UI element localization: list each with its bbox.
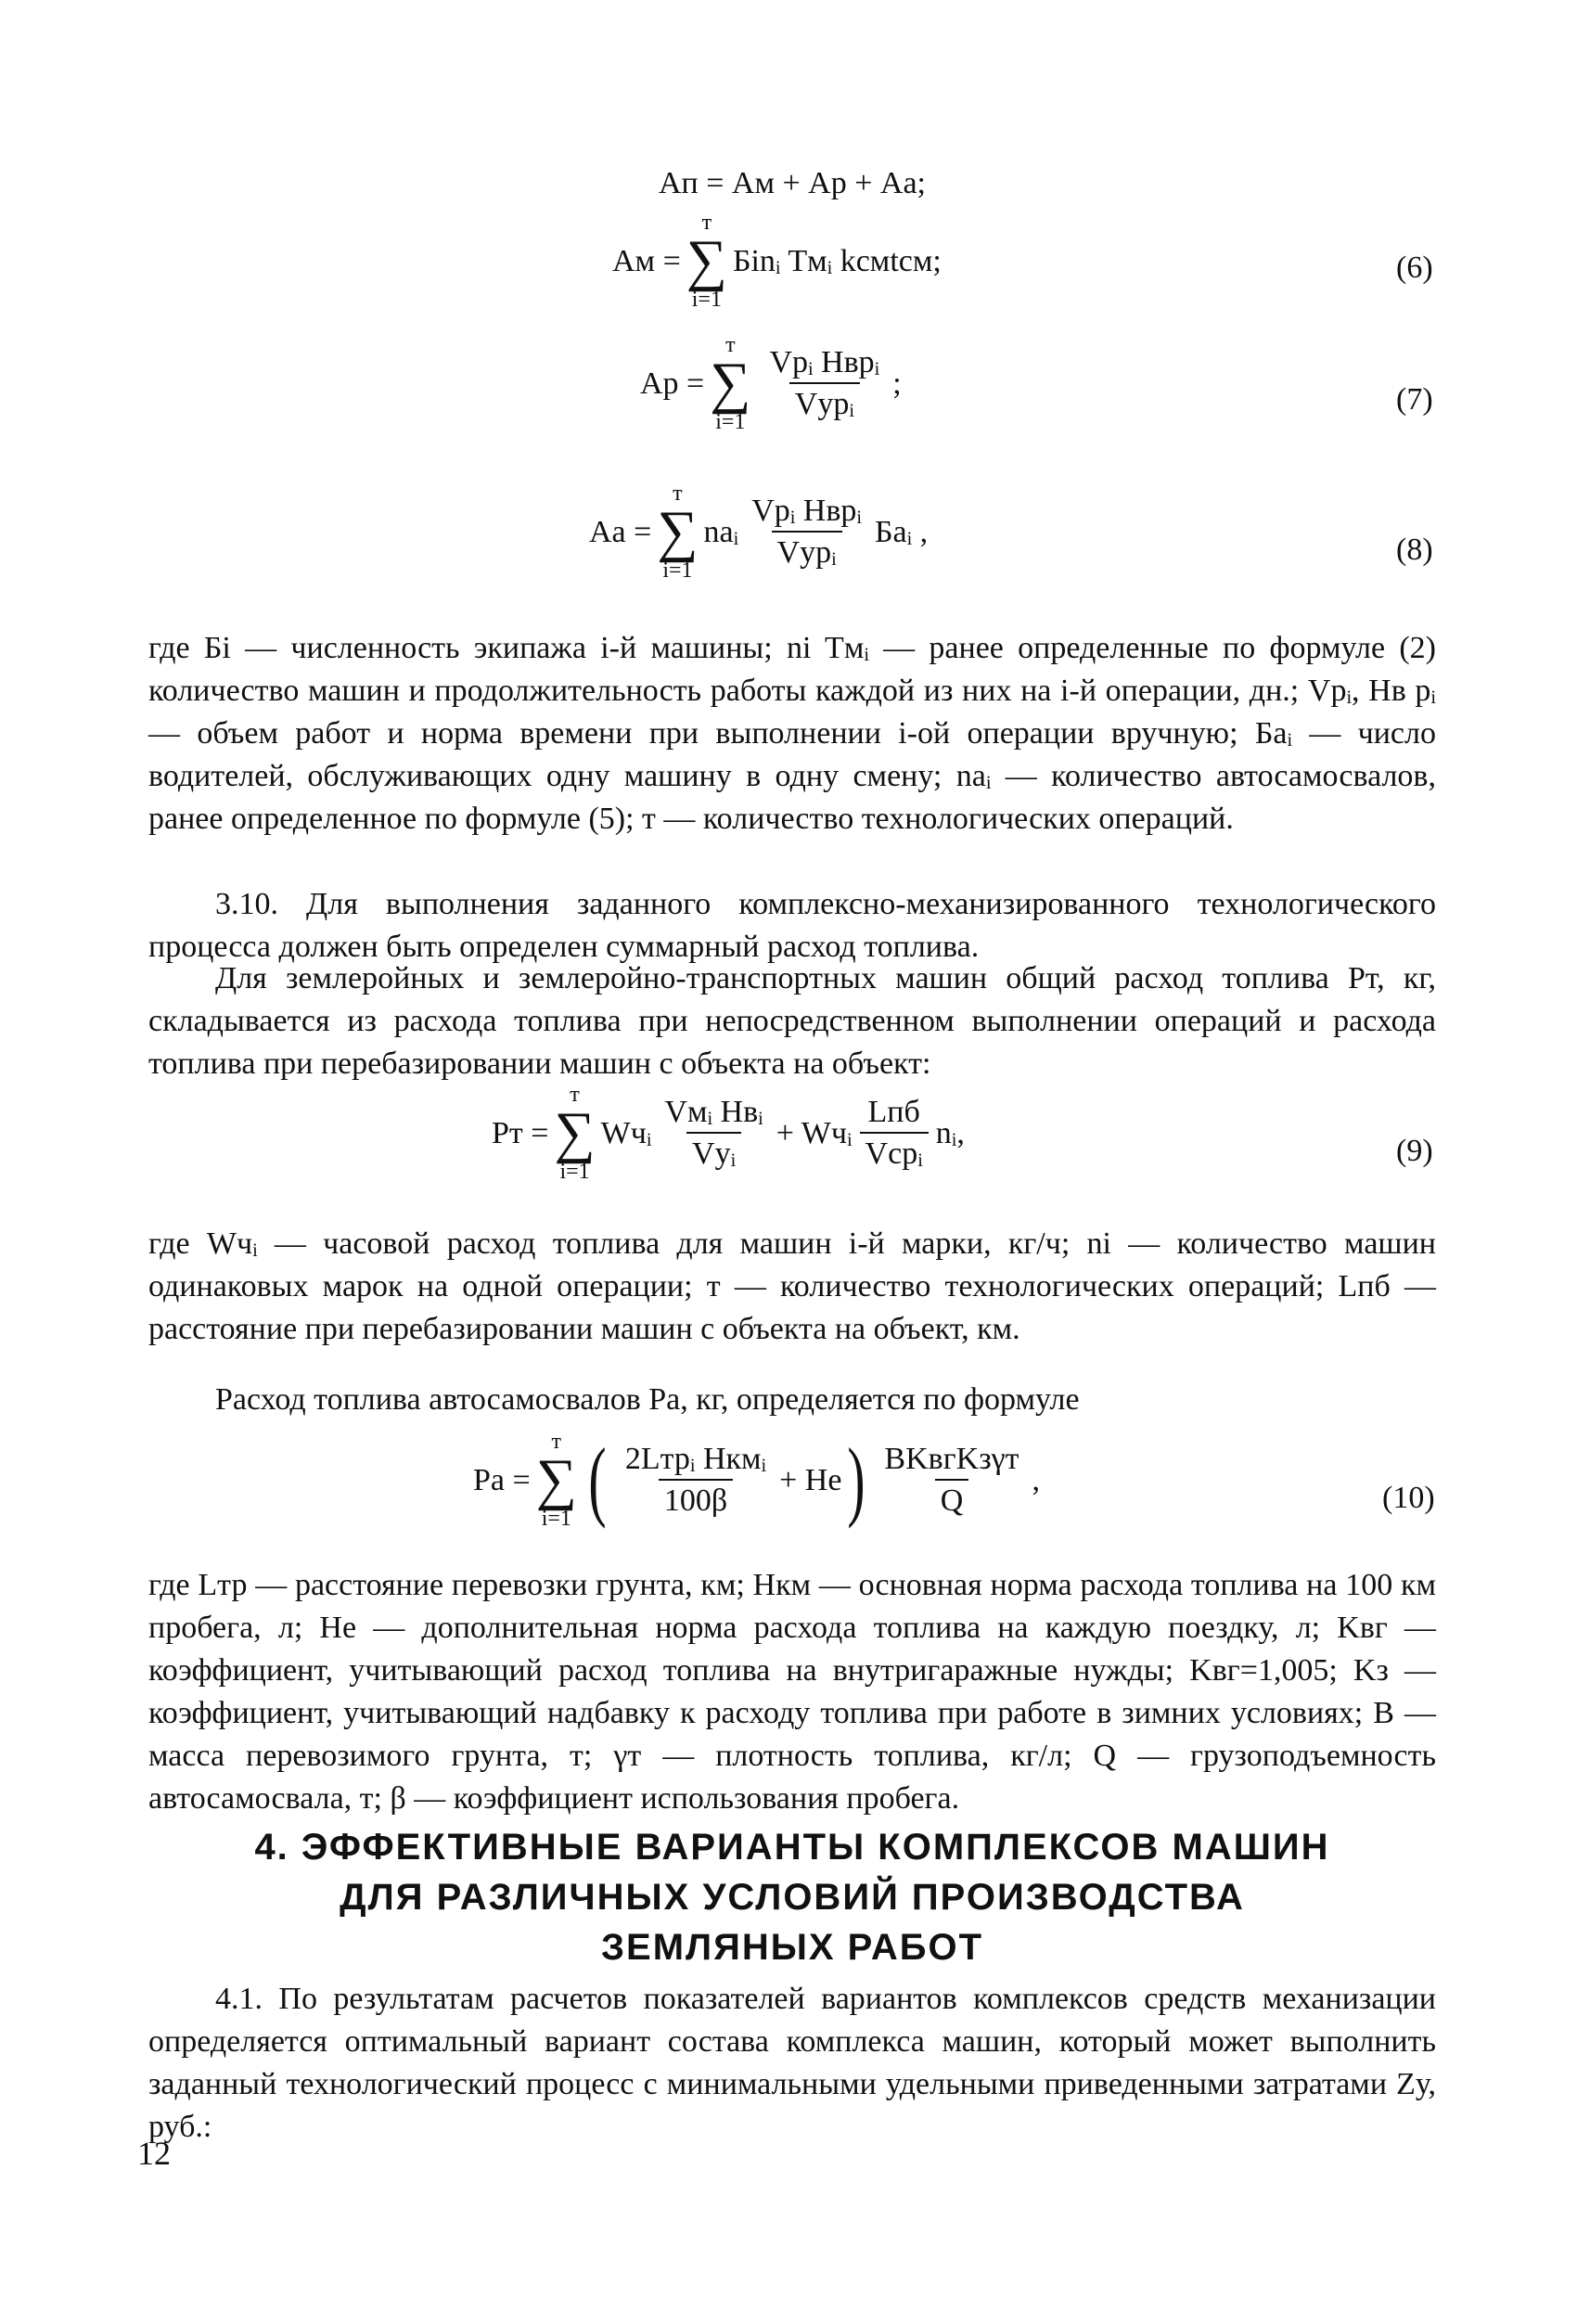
formula-8-factor: naᵢ: [703, 514, 739, 549]
formula-9-end: nᵢ,: [935, 1115, 965, 1150]
fraction-numerator: Lпб: [867, 1094, 920, 1129]
formula-9-middle: + Wчᵢ: [776, 1115, 853, 1150]
sigma: ∑: [657, 500, 699, 563]
formula-7-end: ;: [892, 366, 902, 401]
formula-6-body: Бinᵢ Tмᵢ kсмtсм;: [732, 243, 942, 278]
fraction-denominator: Vурᵢ: [772, 531, 842, 570]
sum-lower: i=1: [541, 1506, 571, 1531]
fraction-numerator: 2Lтрᵢ Hкмᵢ: [624, 1441, 767, 1476]
formula-9-lhs: Pт =: [492, 1115, 549, 1150]
fraction-denominator: Vуᵢ: [686, 1132, 741, 1171]
formula-8-end: Бaᵢ ,: [874, 514, 929, 549]
fraction-denominator: Vурᵢ: [789, 382, 860, 421]
fraction: [746, 494, 867, 570]
equation-number-9: (9): [1396, 1134, 1433, 1168]
fraction-numerator: BKвгKзγт: [884, 1441, 1019, 1476]
sum-upper: т: [570, 1083, 580, 1107]
paragraph-definitions-3: где Lтр — расстояние перевозки грунта, км; Hкм — основная норма расхода топлива на 100 км пробега, л; He — дополнительная норма расхода топлива на каждую поездку, л; Kвг — коэффициент, учитывающий расход топлива на внутригаражные нужды; Kвг=1,005; Kз — коэффициент, учитывающий надбавку к расходу топлива при работе в зимних условиях; B — масса перевозимого грунта, т; γт — плотность топлива, кг/л; Q — грузоподъемность автосамосвала, т; β — коэффициент использования пробега.: [148, 1568, 1436, 1816]
sum-symbol: [536, 1431, 577, 1530]
formula-10-end: ,: [1032, 1462, 1041, 1497]
fraction-numerator: Vрᵢ Hврᵢ: [751, 493, 862, 528]
sigma: ∑: [554, 1101, 596, 1164]
formula-10-lhs: Pа =: [473, 1462, 531, 1497]
page-number: 12: [137, 2135, 171, 2172]
fraction-numerator: Vрᵢ Hврᵢ: [769, 344, 880, 379]
sigma: ∑: [535, 1448, 577, 1511]
formula-7: [640, 334, 902, 433]
sum-upper: т: [701, 211, 712, 235]
left-paren: (: [588, 1430, 607, 1530]
fraction-denominator: Vсрᵢ: [860, 1132, 929, 1171]
fraction-numerator: Vмᵢ Hвᵢ: [664, 1094, 763, 1129]
fraction: [620, 1443, 772, 1518]
equation-number-7: (7): [1396, 382, 1433, 417]
fraction: [659, 1096, 768, 1171]
fraction: [763, 346, 885, 421]
equation-number-6: (6): [1396, 250, 1433, 285]
right-paren: ): [847, 1430, 866, 1530]
sum-lower: i=1: [691, 287, 722, 312]
paragraph-fuel-total: Для землеройных и землеройно-транспортных машин общий расход топлива Pт, кг, складывается из расхода топлива при непосредственном выполнении операций и расхода топлива при перебазировании машин с объекта на объект:: [148, 961, 1436, 1081]
sum-upper: т: [725, 333, 736, 357]
paragraph-definitions-2: где Wчᵢ — часовой расход топлива для машин i-й марки, кг/ч; ni — количество машин одинаковых марок на одной операции; т — количество технологических операций; Lпб — расстояние при перебазировании машин с объекта на объект, км.: [148, 1226, 1436, 1346]
sigma: ∑: [686, 229, 727, 292]
paragraph-3-10: 3.10. Для выполнения заданного комплексно-механизированного технологического процесса должен быть определен суммарный расход топлива.: [148, 887, 1436, 964]
sum-symbol: [554, 1084, 595, 1183]
sum-upper: т: [673, 481, 683, 506]
fraction: [860, 1096, 929, 1171]
sum-lower: i=1: [715, 409, 746, 434]
sum-symbol: [710, 334, 750, 433]
sum-symbol: [657, 482, 698, 582]
equation-number-10: (10): [1382, 1481, 1435, 1515]
paragraph-definitions-1: где Бi — численность экипажа i-й машины; ni Tмᵢ — ранее определенные по формуле (2) количество машин и продолжительность работы каждой из них на i-й операции, дн.; Vрᵢ, Hв рᵢ — объем работ и норма времени при выполнении i-ой операции вручную; Бaᵢ — число водителей, обслуживающих одну машину в одну смену; naᵢ — количество автосамосвалов, ранее определенное по формуле (5); т — количество технологических операций.: [148, 631, 1436, 836]
formula-8: [589, 482, 928, 582]
sum-symbol: [686, 212, 727, 311]
formula-10: [473, 1431, 1040, 1530]
formula-total-text: Aп = Aм + Aр + Aа;: [659, 166, 926, 200]
formula-6: [612, 212, 942, 311]
paragraph-4-1: 4.1. По результатам расчетов показателей вариантов комплексов средств механизации определяется оптимальный вариант состава комплекса машин, который может выполнить заданный технологический процесс с минимальными удельными приведенными затратами Zу, руб.:: [148, 1982, 1436, 2144]
equation-number-8: (8): [1396, 533, 1433, 567]
formula-7-lhs: Aр =: [640, 366, 705, 401]
fraction-denominator: 100β: [659, 1479, 733, 1518]
fraction: [878, 1443, 1024, 1518]
formula-10-plus: + He: [779, 1462, 842, 1497]
formula-6-lhs: Aм =: [612, 243, 681, 278]
formula-total: [659, 167, 926, 200]
sum-lower: i=1: [559, 1159, 590, 1184]
paragraph-dumptruck-fuel: Расход топлива автосамосвалов Pa, кг, определяется по формуле: [215, 1382, 1080, 1417]
fraction-denominator: Q: [935, 1479, 969, 1518]
sigma: ∑: [710, 352, 751, 415]
formula-9: [492, 1084, 965, 1183]
heading-line-1: 4. ЭФФЕКТИВНЫЕ ВАРИАНТЫ КОМПЛЕКСОВ МАШИН: [254, 1827, 1330, 1868]
section-heading: [148, 1822, 1436, 1972]
formula-8-lhs: Aа =: [589, 514, 652, 549]
heading-line-3: ЗЕМЛЯНЫХ РАБОТ: [600, 1927, 984, 1968]
sum-upper: т: [551, 1430, 562, 1454]
formula-9-factor: Wчᵢ: [600, 1115, 652, 1150]
sum-lower: i=1: [662, 558, 693, 583]
heading-line-2: ДЛЯ РАЗЛИЧНЫХ УСЛОВИЙ ПРОИЗВОДСТВА: [340, 1877, 1245, 1918]
